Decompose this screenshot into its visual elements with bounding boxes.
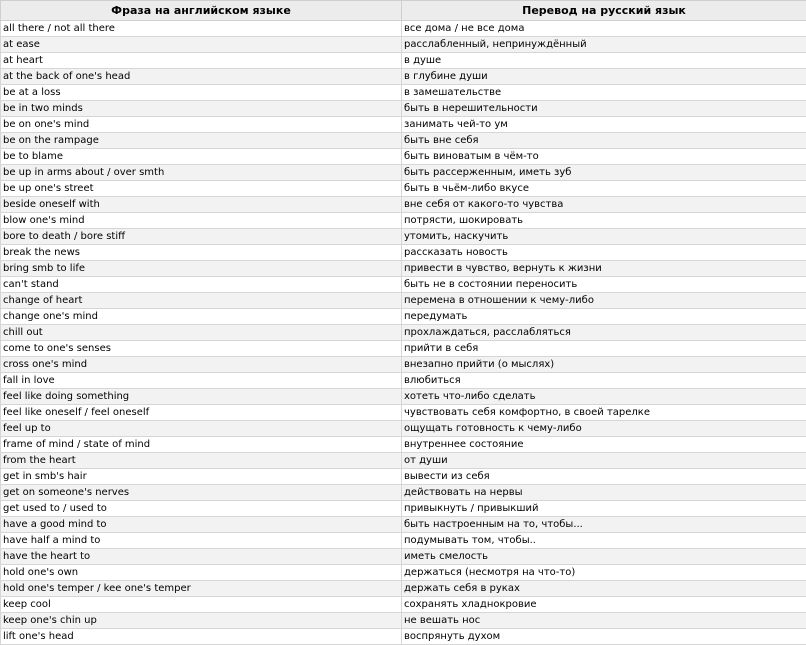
table-row — [1, 421, 806, 437]
russian-translation-cell: влюбиться — [402, 373, 806, 389]
english-phrase-cell: all there / not all there — [1, 21, 402, 37]
table-row — [1, 341, 806, 357]
table-row — [1, 453, 806, 469]
russian-translation-cell: утомить, наскучить — [402, 229, 806, 245]
english-phrase-cell: come to one's senses — [1, 341, 402, 357]
english-phrase-cell: be at a loss — [1, 85, 402, 101]
table-row — [1, 293, 806, 309]
english-phrase-cell: bring smb to life — [1, 261, 402, 277]
russian-translation-cell: внутреннее состояние — [402, 437, 806, 453]
table-row — [1, 629, 806, 645]
russian-translation-cell: не вешать нос — [402, 613, 806, 629]
russian-translation-cell: быть виноватым в чём-то — [402, 149, 806, 165]
russian-translation-cell: в замешательстве — [402, 85, 806, 101]
english-phrase-cell: be up in arms about / over smth — [1, 165, 402, 181]
english-column-header: Фраза на английском языке — [1, 1, 402, 21]
english-phrase-cell: be on the rampage — [1, 133, 402, 149]
russian-translation-cell: быть вне себя — [402, 133, 806, 149]
table-row — [1, 565, 806, 581]
table-row — [1, 165, 806, 181]
russian-translation-cell: сохранять хладнокровие — [402, 597, 806, 613]
russian-translation-cell: передумать — [402, 309, 806, 325]
table-row — [1, 357, 806, 373]
table-row — [1, 549, 806, 565]
table-header — [1, 1, 806, 21]
english-phrase-cell: from the heart — [1, 453, 402, 469]
table-row — [1, 501, 806, 517]
russian-translation-cell: расслабленный, непринуждённый — [402, 37, 806, 53]
english-phrase-cell: frame of mind / state of mind — [1, 437, 402, 453]
table-row — [1, 581, 806, 597]
table-row — [1, 437, 806, 453]
russian-translation-cell: чувствовать себя комфортно, в своей тарелке — [402, 405, 806, 421]
english-phrase-cell: have half a mind to — [1, 533, 402, 549]
english-phrase-cell: break the news — [1, 245, 402, 261]
english-phrase-cell: be on one's mind — [1, 117, 402, 133]
english-phrase-cell: bore to death / bore stiff — [1, 229, 402, 245]
english-phrase-cell: chill out — [1, 325, 402, 341]
english-phrase-cell: at ease — [1, 37, 402, 53]
english-phrase-cell: fall in love — [1, 373, 402, 389]
english-phrase-cell: can't stand — [1, 277, 402, 293]
english-phrase-cell: get on someone's nerves — [1, 485, 402, 501]
russian-translation-cell: быть в нерешительности — [402, 101, 806, 117]
russian-translation-cell: ощущать готовность к чему-либо — [402, 421, 806, 437]
table-row — [1, 389, 806, 405]
russian-translation-cell: в глубине души — [402, 69, 806, 85]
header-row — [1, 1, 806, 21]
table-row — [1, 149, 806, 165]
table-row — [1, 213, 806, 229]
table-row — [1, 485, 806, 501]
russian-translation-cell: подумывать том, чтобы.. — [402, 533, 806, 549]
russian-translation-cell: вне себя от какого-то чувства — [402, 197, 806, 213]
russian-translation-cell: держаться (несмотря на что-то) — [402, 565, 806, 581]
english-phrase-cell: get used to / used to — [1, 501, 402, 517]
english-phrase-cell: at the back of one's head — [1, 69, 402, 85]
table-row — [1, 517, 806, 533]
english-phrase-cell: feel like oneself / feel oneself — [1, 405, 402, 421]
table-row — [1, 373, 806, 389]
russian-translation-cell: иметь смелость — [402, 549, 806, 565]
table-row — [1, 101, 806, 117]
english-phrase-cell: change one's mind — [1, 309, 402, 325]
russian-translation-cell: держать себя в руках — [402, 581, 806, 597]
russian-translation-cell: действовать на нервы — [402, 485, 806, 501]
english-phrase-cell: blow one's mind — [1, 213, 402, 229]
russian-translation-cell: потрясти, шокировать — [402, 213, 806, 229]
table-row — [1, 197, 806, 213]
russian-column-header: Перевод на русский язык — [402, 1, 806, 21]
english-phrase-cell: keep cool — [1, 597, 402, 613]
russian-translation-cell: быть не в состоянии переносить — [402, 277, 806, 293]
table-row — [1, 309, 806, 325]
table-row — [1, 21, 806, 37]
table-row — [1, 133, 806, 149]
russian-translation-cell: быть в чьём-либо вкусе — [402, 181, 806, 197]
table-row — [1, 53, 806, 69]
table-row — [1, 261, 806, 277]
table-row — [1, 597, 806, 613]
table-body — [1, 21, 806, 645]
russian-translation-cell: внезапно прийти (о мыслях) — [402, 357, 806, 373]
table-row — [1, 469, 806, 485]
english-phrase-cell: be to blame — [1, 149, 402, 165]
russian-translation-cell: быть рассерженным, иметь зуб — [402, 165, 806, 181]
table-row — [1, 229, 806, 245]
russian-translation-cell: все дома / не все дома — [402, 21, 806, 37]
english-phrase-cell: get in smb's hair — [1, 469, 402, 485]
table-row — [1, 69, 806, 85]
table-row — [1, 613, 806, 629]
english-phrase-cell: have a good mind to — [1, 517, 402, 533]
table-row — [1, 533, 806, 549]
english-phrase-cell: be in two minds — [1, 101, 402, 117]
russian-translation-cell: от души — [402, 453, 806, 469]
english-phrase-cell: lift one's head — [1, 629, 402, 645]
table-row — [1, 405, 806, 421]
english-phrase-cell: feel like doing something — [1, 389, 402, 405]
english-phrase-cell: at heart — [1, 53, 402, 69]
table-row — [1, 85, 806, 101]
english-phrase-cell: beside oneself with — [1, 197, 402, 213]
english-phrase-cell: have the heart to — [1, 549, 402, 565]
russian-translation-cell: перемена в отношении к чему-либо — [402, 293, 806, 309]
table-row — [1, 325, 806, 341]
english-phrase-cell: change of heart — [1, 293, 402, 309]
table-row — [1, 245, 806, 261]
russian-translation-cell: быть настроенным на то, чтобы... — [402, 517, 806, 533]
russian-translation-cell: воспрянуть духом — [402, 629, 806, 645]
english-phrase-cell: feel up to — [1, 421, 402, 437]
english-phrase-cell: hold one's own — [1, 565, 402, 581]
russian-translation-cell: хотеть что-либо сделать — [402, 389, 806, 405]
table-row — [1, 117, 806, 133]
russian-translation-cell: занимать чей-то ум — [402, 117, 806, 133]
english-phrase-cell: cross one's mind — [1, 357, 402, 373]
russian-translation-cell: прийти в себя — [402, 341, 806, 357]
russian-translation-cell: привести в чувство, вернуть к жизни — [402, 261, 806, 277]
russian-translation-cell: в душе — [402, 53, 806, 69]
russian-translation-cell: вывести из себя — [402, 469, 806, 485]
russian-translation-cell: привыкнуть / привыкший — [402, 501, 806, 517]
table-row — [1, 37, 806, 53]
table-row — [1, 277, 806, 293]
russian-translation-cell: прохлаждаться, расслабляться — [402, 325, 806, 341]
russian-translation-cell: рассказать новость — [402, 245, 806, 261]
table-row — [1, 181, 806, 197]
english-phrase-cell: hold one's temper / kee one's temper — [1, 581, 402, 597]
english-phrase-cell: keep one's chin up — [1, 613, 402, 629]
english-phrase-cell: be up one's street — [1, 181, 402, 197]
